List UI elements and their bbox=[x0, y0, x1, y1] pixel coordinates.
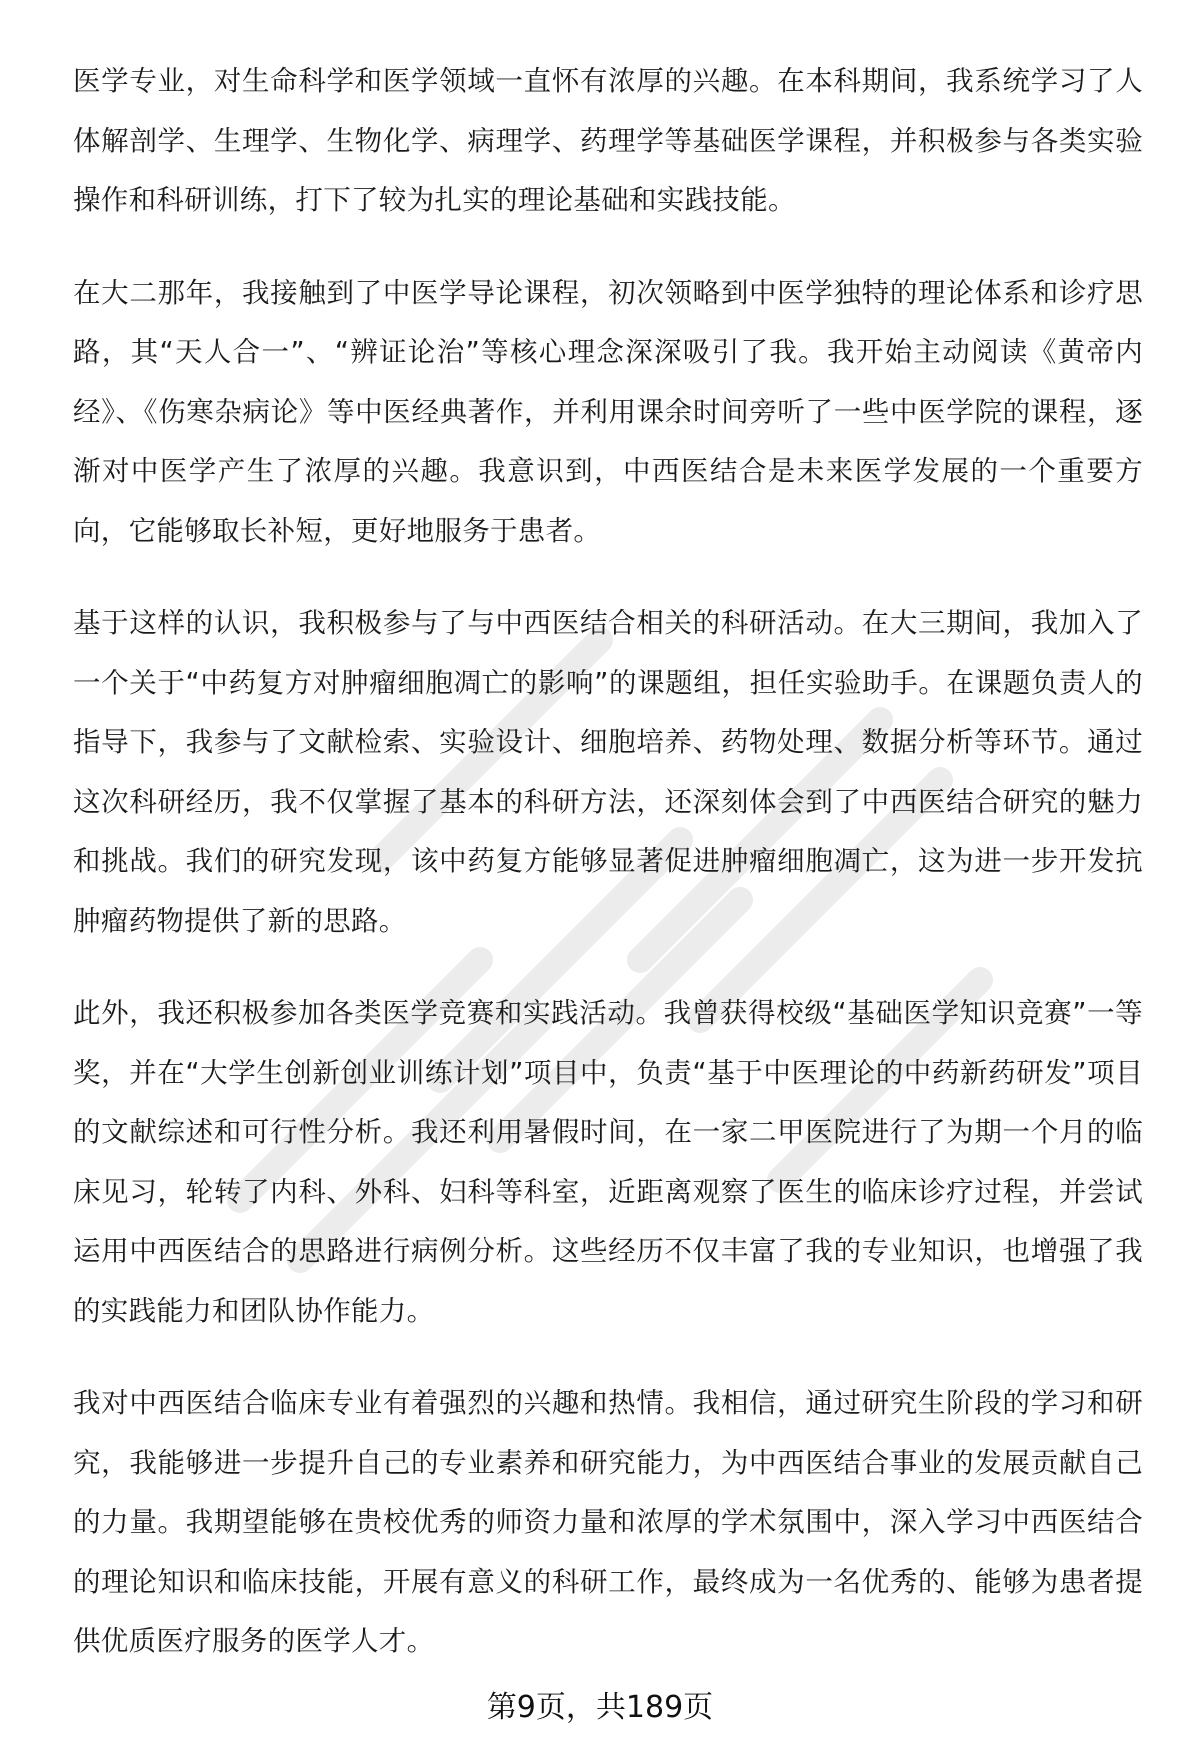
paragraph: 此外，我还积极参加各类医学竞赛和实践活动。我曾获得校级“基础医学知识竞赛”一等奖，并在“大学生创新创业训练计划”项目中，负责“基于中医理论的中药新药研发”项目的文献综述和可行性分析。我还利用暑假时间，在一家二甲医院进行了为期一个月的临床见习，轮转了内科、外科、妇科等科室，近距离观察了医生的临床诊疗过程，并尝试运用中西医结合的思路进行病例分析。这些经历不仅丰富了我的专业知识，也增强了我的实践能力和团队协作能力。 bbox=[73, 997, 1143, 1327]
document-body bbox=[73, 52, 1143, 1705]
paragraph: 医学专业，对生命科学和医学领域一直怀有浓厚的兴趣。在本科期间，我系统学习了人体解剖学、生理学、生物化学、病理学、药理学等基础医学课程，并积极参与各类实验操作和科研训练，打下了较为扎实的理论基础和实践技能。 bbox=[73, 65, 1143, 216]
paragraph: 基于这样的认识，我积极参与了与中西医结合相关的科研活动。在大三期间，我加入了一个关于“中药复方对肿瘤细胞凋亡的影响”的课题组，担任实验助手。在课题负责人的指导下，我参与了文献检索、实验设计、细胞培养、药物处理、数据分析等环节。通过这次科研经历，我不仅掌握了基本的科研方法，还深刻体会到了中西医结合研究的魅力和挑战。我们的研究发现，该中药复方能够显著促进肿瘤细胞凋亡，这为进一步开发抗肿瘤药物提供了新的思路。 bbox=[73, 607, 1143, 937]
paragraph: 在大二那年，我接触到了中医学导论课程，初次领略到中医学独特的理论体系和诊疗思路，其“天人合一”、“辨证论治”等核心理念深深吸引了我。我开始主动阅读《黄帝内经》、《伤寒杂病论》等中医经典著作，并利用课余时间旁听了一些中医学院的课程，逐渐对中医学产生了浓厚的兴趣。我意识到，中西医结合是未来医学发展的一个重要方向，它能够取长补短，更好地服务于患者。 bbox=[73, 276, 1143, 547]
page-number: 第9页，共189页 bbox=[486, 1690, 714, 1725]
paragraph: 我对中西医结合临床专业有着强烈的兴趣和热情。我相信，通过研究生阶段的学习和研究，我能够进一步提升自己的专业素养和研究能力，为中西医结合事业的发展贡献自己的力量。我期望能够在贵校优秀的师资力量和浓厚的学术氛围中，深入学习中西医结合的理论知识和临床技能，开展有意义的科研工作，最终成为一名优秀的、能够为患者提供优质医疗服务的医学人才。 bbox=[73, 1387, 1143, 1657]
